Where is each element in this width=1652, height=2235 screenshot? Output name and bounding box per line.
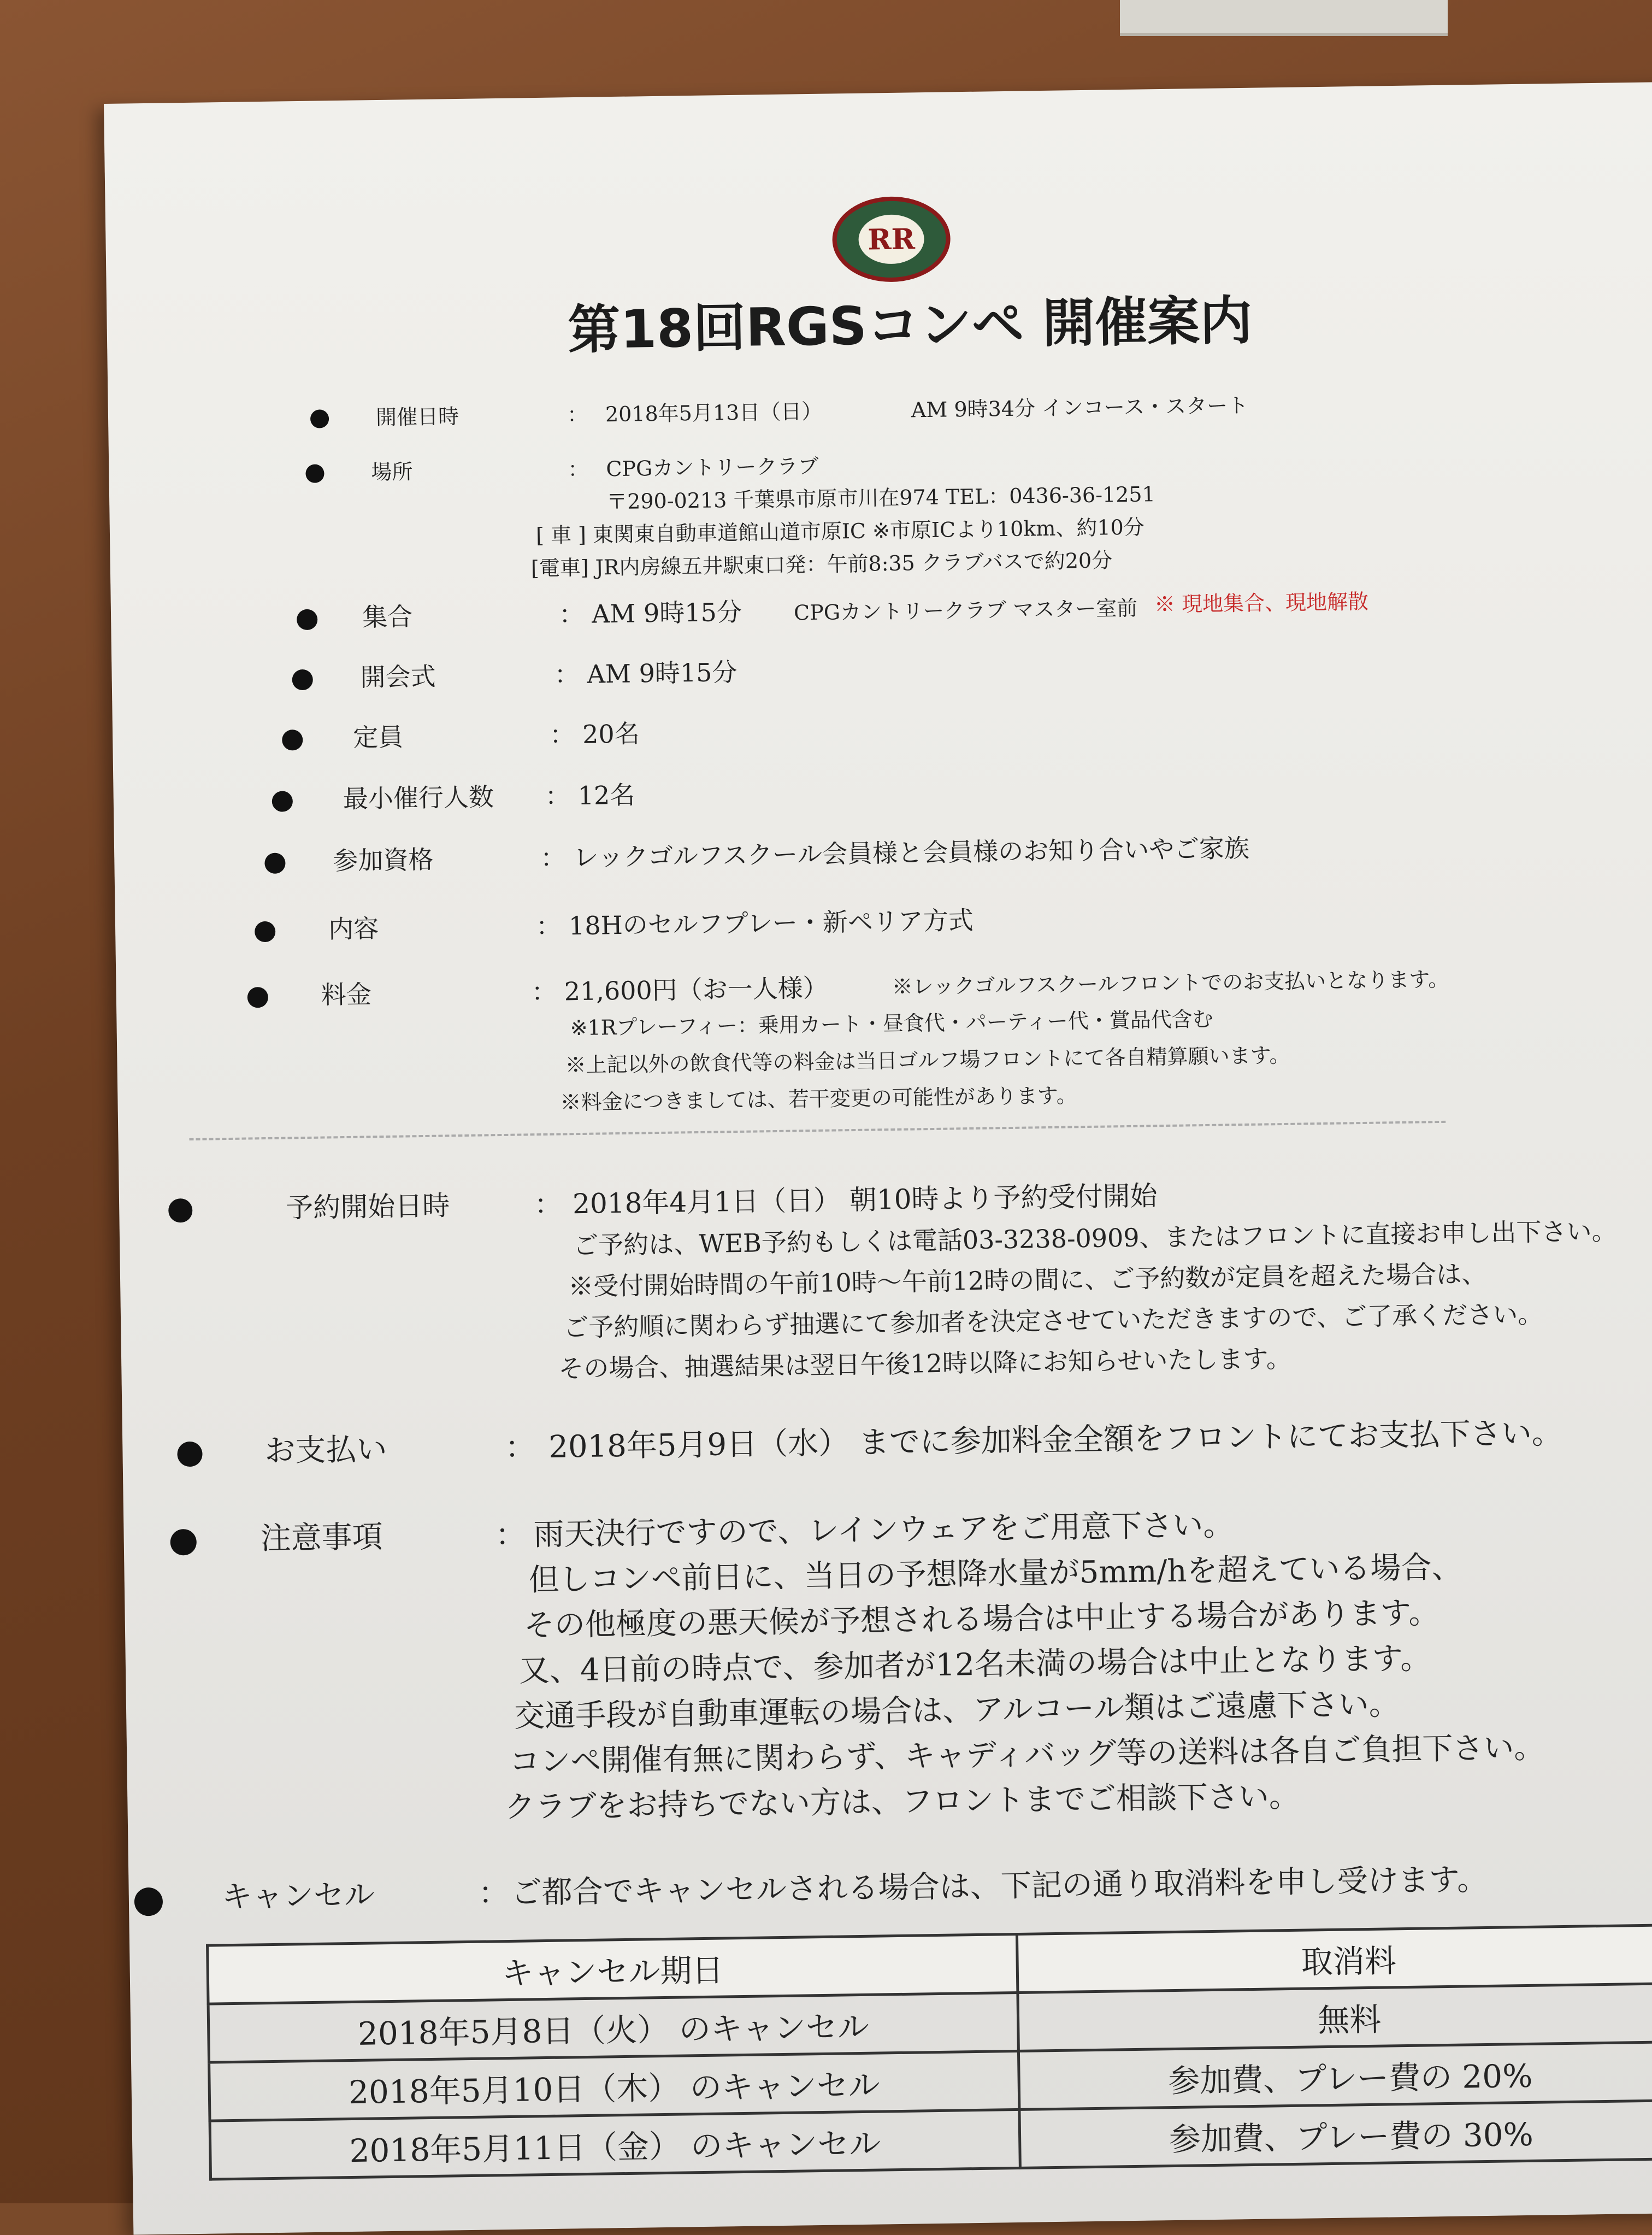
colon: ： xyxy=(478,1875,510,1911)
label-reservation: 予約開始日時 xyxy=(285,1190,450,1224)
value-start-time: AM 9時34分 インコース・スタート xyxy=(911,393,1249,422)
value-access-car: [ 車 ] 東関東自動車道館山道市原IC ※市原ICより10km、約10分 xyxy=(535,515,1145,548)
value-date: 2018年5月13日（日） xyxy=(605,399,823,427)
fee-note-3: ※上記以外の飲食代等の料金は当日ゴルフ場フロントにて各自精算願います。 xyxy=(565,1043,1290,1078)
label-fee: 料金 xyxy=(321,979,372,1010)
value-eligibility: レックゴルフスクール会員様と会員様のお知り合いやご家族 xyxy=(573,833,1250,873)
reservation-line-4: その場合、抽選結果は翌日午後12時以降にお知らせいたします。 xyxy=(558,1343,1292,1384)
colon: ： xyxy=(554,659,580,690)
notes-line-2: 但しコンペ前日に、当日の予想降水量が5mm/hを超えている場合、 xyxy=(528,1549,1462,1598)
value-minimum: 12名 xyxy=(577,780,635,811)
bullet-icon xyxy=(292,669,313,691)
label-payment: お支払い xyxy=(264,1432,387,1469)
colon: ： xyxy=(567,402,588,427)
colon: ： xyxy=(568,457,589,482)
value-capacity: 20名 xyxy=(582,719,640,749)
cancel-date-cell: 2018年5月8日（火） のキャンセル xyxy=(208,1992,1019,2062)
colon: ： xyxy=(504,1430,536,1466)
cancel-fee-cell: 参加費、プレー費の 30% xyxy=(1019,2101,1652,2168)
label-capacity: 定員 xyxy=(352,722,404,752)
value-place-name: CPGカントリークラブ xyxy=(606,454,819,481)
bullet-icon xyxy=(177,1442,203,1467)
colon: ： xyxy=(540,843,566,873)
label-notes: 注意事項 xyxy=(260,1519,384,1557)
notes-line-6: コンペ開催有無に関わらず、キャディバッグ等の送料は各自ご負担下さい。 xyxy=(509,1730,1545,1780)
value-access-train: [電車] JR内房線五井駅東口発：午前8:35 クラブバスで約20分 xyxy=(530,548,1113,581)
fee-note-4: ※料金につきましては、若干変更の可能性があります。 xyxy=(560,1083,1078,1115)
value-meet-time: AM 9時15分 xyxy=(591,597,742,629)
cancel-fee-cell: 参加費、プレー費の 20% xyxy=(1019,2042,1652,2110)
logo-emblem: RR xyxy=(858,214,924,264)
value-reservation: 2018年4月1日（日） 朝10時より予約受付開始 xyxy=(572,1180,1158,1220)
bullet-icon xyxy=(282,730,303,751)
cancel-fee-table xyxy=(206,1924,1652,2181)
notes-line-4: 又、4日前の時点で、参加者が12名未満の場合は中止となります。 xyxy=(518,1640,1431,1689)
bullet-icon xyxy=(310,409,329,428)
notes-line-5: 交通手段が自動車運転の場合は、アルコール類はご遠慮下さい。 xyxy=(514,1686,1400,1734)
reservation-line-2: ※受付開始時間の午前10時〜午前12時の間に、ご予約数が定員を超えた場合は、 xyxy=(568,1258,1487,1302)
label-opening: 開会式 xyxy=(360,661,436,692)
cancel-date-cell: 2018年5月10日（木） のキャンセル xyxy=(209,2051,1020,2121)
label-content: 内容 xyxy=(328,914,379,944)
meet-note: ※ 現地集合、現地解散 xyxy=(1154,589,1369,617)
cancel-date-cell: 2018年5月11日（金） のキャンセル xyxy=(210,2109,1020,2179)
value-fee: 21,600円（お一人様） xyxy=(564,973,829,1007)
bullet-icon xyxy=(305,464,324,483)
header-cancel-fee: 取消料 xyxy=(1017,1925,1652,1993)
document-title: 第18回RGSコンペ 開催案内 xyxy=(567,290,1253,361)
notes-line-7: クラブをお持ちでない方は、フロントまでご相談下さい。 xyxy=(504,1778,1300,1826)
bullet-icon xyxy=(168,1198,193,1223)
box-on-desk xyxy=(1120,0,1448,36)
header-cancel-date: キャンセル期日 xyxy=(208,1934,1018,2004)
colon: ： xyxy=(545,781,571,811)
bullet-icon xyxy=(272,791,293,812)
notes-line-1: 雨天決行ですので、レインウェアをご用意下さい。 xyxy=(533,1507,1234,1553)
colon: ： xyxy=(495,1517,527,1554)
cancel-fee-cell: 無料 xyxy=(1018,1984,1652,2051)
bullet-icon xyxy=(170,1529,197,1556)
fee-note-2: ※1Rプレーフィー：乗用カート・昼食代・パーティー代・賞品代含む xyxy=(570,1007,1214,1040)
value-opening: AM 9時15分 xyxy=(587,657,738,689)
document-page xyxy=(104,81,1652,2234)
colon: ： xyxy=(531,977,557,1007)
label-cancel: キャンセル xyxy=(221,1877,375,1915)
bullet-icon xyxy=(297,609,318,631)
colon: ： xyxy=(549,720,575,750)
label-eligibility: 参加資格 xyxy=(333,844,434,876)
value-payment: 2018年5月9日（水） までに参加料金全額をフロントにてお支払下さい。 xyxy=(548,1415,1563,1465)
notes-line-3: その他極度の悪天候が予想される場合は中止する場合があります。 xyxy=(523,1595,1439,1644)
label-minimum: 最小催行人数 xyxy=(343,782,494,814)
bullet-icon xyxy=(264,852,286,874)
value-content: 18Hのセルフプレー・新ペリア方式 xyxy=(568,905,974,941)
section-divider xyxy=(189,1121,1446,1140)
fee-note-1: ※レックゴルフスクールフロントでのお支払いとなります。 xyxy=(892,967,1449,999)
reservation-line-3: ご予約順に関わらず抽選にて参加者を決定させていただきますので、ご了承ください。 xyxy=(563,1299,1543,1343)
value-place-address: 〒290-0213 千葉県市原市川在974 TEL：0436-36-1251 xyxy=(606,482,1156,514)
bullet-icon xyxy=(255,921,276,943)
label-place: 場所 xyxy=(371,460,413,485)
colon: ： xyxy=(558,599,585,630)
rgs-logo xyxy=(832,196,951,283)
label-date: 開催日時 xyxy=(375,404,459,430)
value-cancel: ご都合でキャンセルされる場合は、下記の通り取消料を申し受けます。 xyxy=(511,1861,1488,1911)
value-meet-place: CPGカントリークラブ マスター室前 xyxy=(793,596,1138,625)
bullet-icon xyxy=(247,987,269,1008)
colon: ： xyxy=(535,911,562,942)
bullet-icon xyxy=(134,1887,163,1916)
reservation-line-1: ご予約は、WEB予約もしくは電話03-3238-0909、またはフロントに直接お申し出下さい。 xyxy=(573,1216,1617,1261)
colon: ： xyxy=(534,1188,562,1221)
label-meet: 集合 xyxy=(362,602,413,632)
